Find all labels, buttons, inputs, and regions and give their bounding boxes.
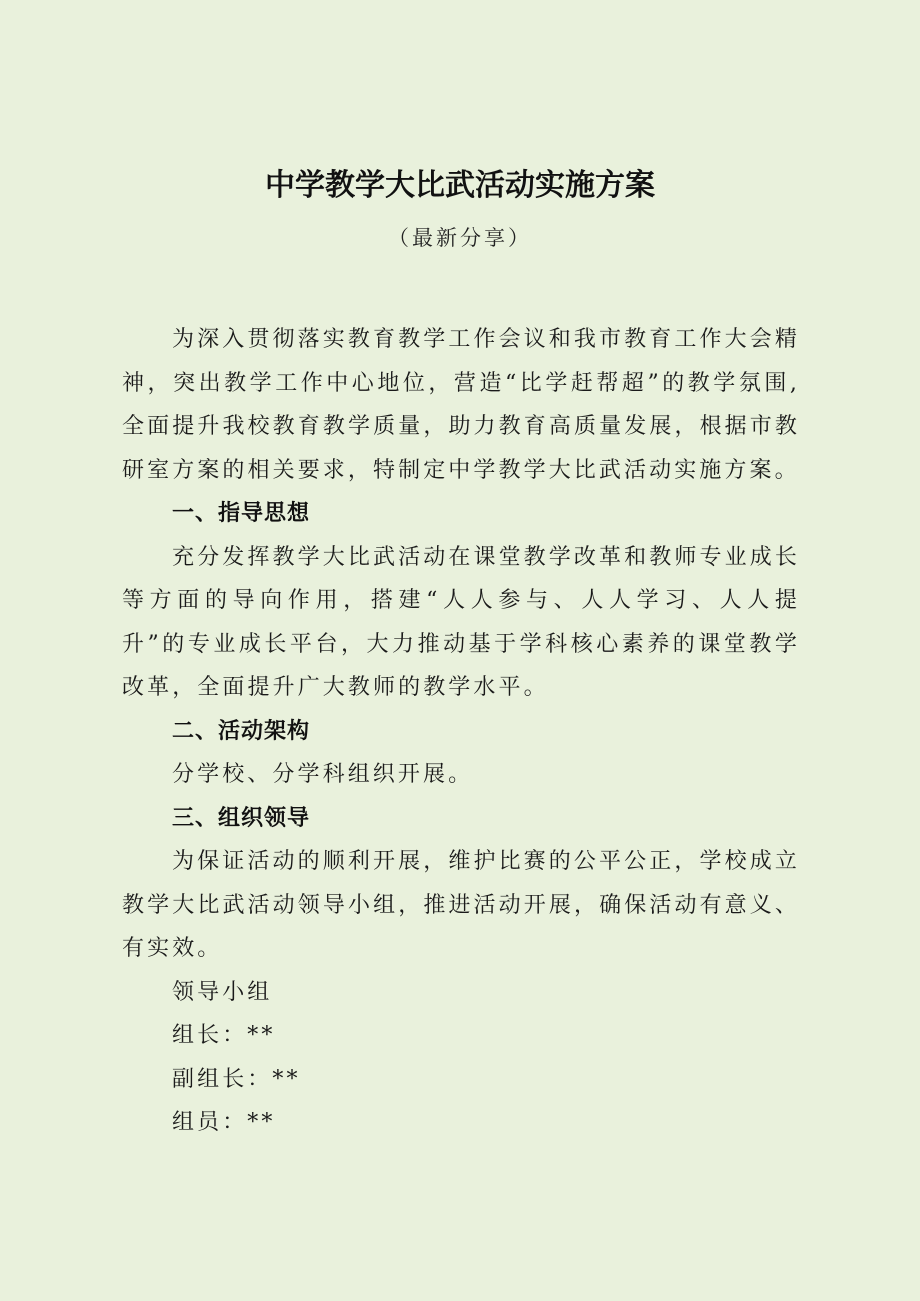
section-heading-activity-structure: 二、活动架构 [172, 718, 311, 744]
leadership-leader: 组长：** [172, 1023, 276, 1048]
document-title: 中学教学大比武活动实施方案 [265, 168, 655, 203]
leadership-group-label: 领导小组 [172, 979, 273, 1005]
intro-paragraph: 为深入贯彻落实教育教学工作会议和我市教育工作大会精神，突出教学工作中心地位，营造“比学赶帮超”的教学氛围,全面提升我校教育教学质量，助力教育高质量发展，根据市教研室方案的相关要求，特制定中学教学大比武活动实施方案。 [122, 327, 800, 483]
section-heading-organization: 三、组织领导 [172, 805, 311, 831]
document-subtitle: （最新分享） [388, 226, 532, 250]
section-text-guiding-principle: 充分发挥教学大比武活动在课堂教学改革和教师专业成长等方面的导向作用，搭建“人人参与、人人学习、人人提升”的专业成长平台，大力推动基于学科核心素养的课堂教学改革，全面提升广大教师的教学水平。 [122, 544, 800, 700]
section-text-activity-structure: 分学校、分学科组织开展。 [172, 762, 474, 787]
leadership-member: 组员：** [172, 1110, 276, 1135]
document-body [122, 318, 800, 1145]
section-text-organization: 为保证活动的顺利开展，维护比赛的公平公正，学校成立教学大比武活动领导小组，推进活动开展，确保活动有意义、有实效。 [122, 849, 800, 961]
leadership-deputy: 副组长：** [172, 1066, 301, 1092]
section-heading-guiding-principle: 一、指导思想 [172, 501, 311, 526]
